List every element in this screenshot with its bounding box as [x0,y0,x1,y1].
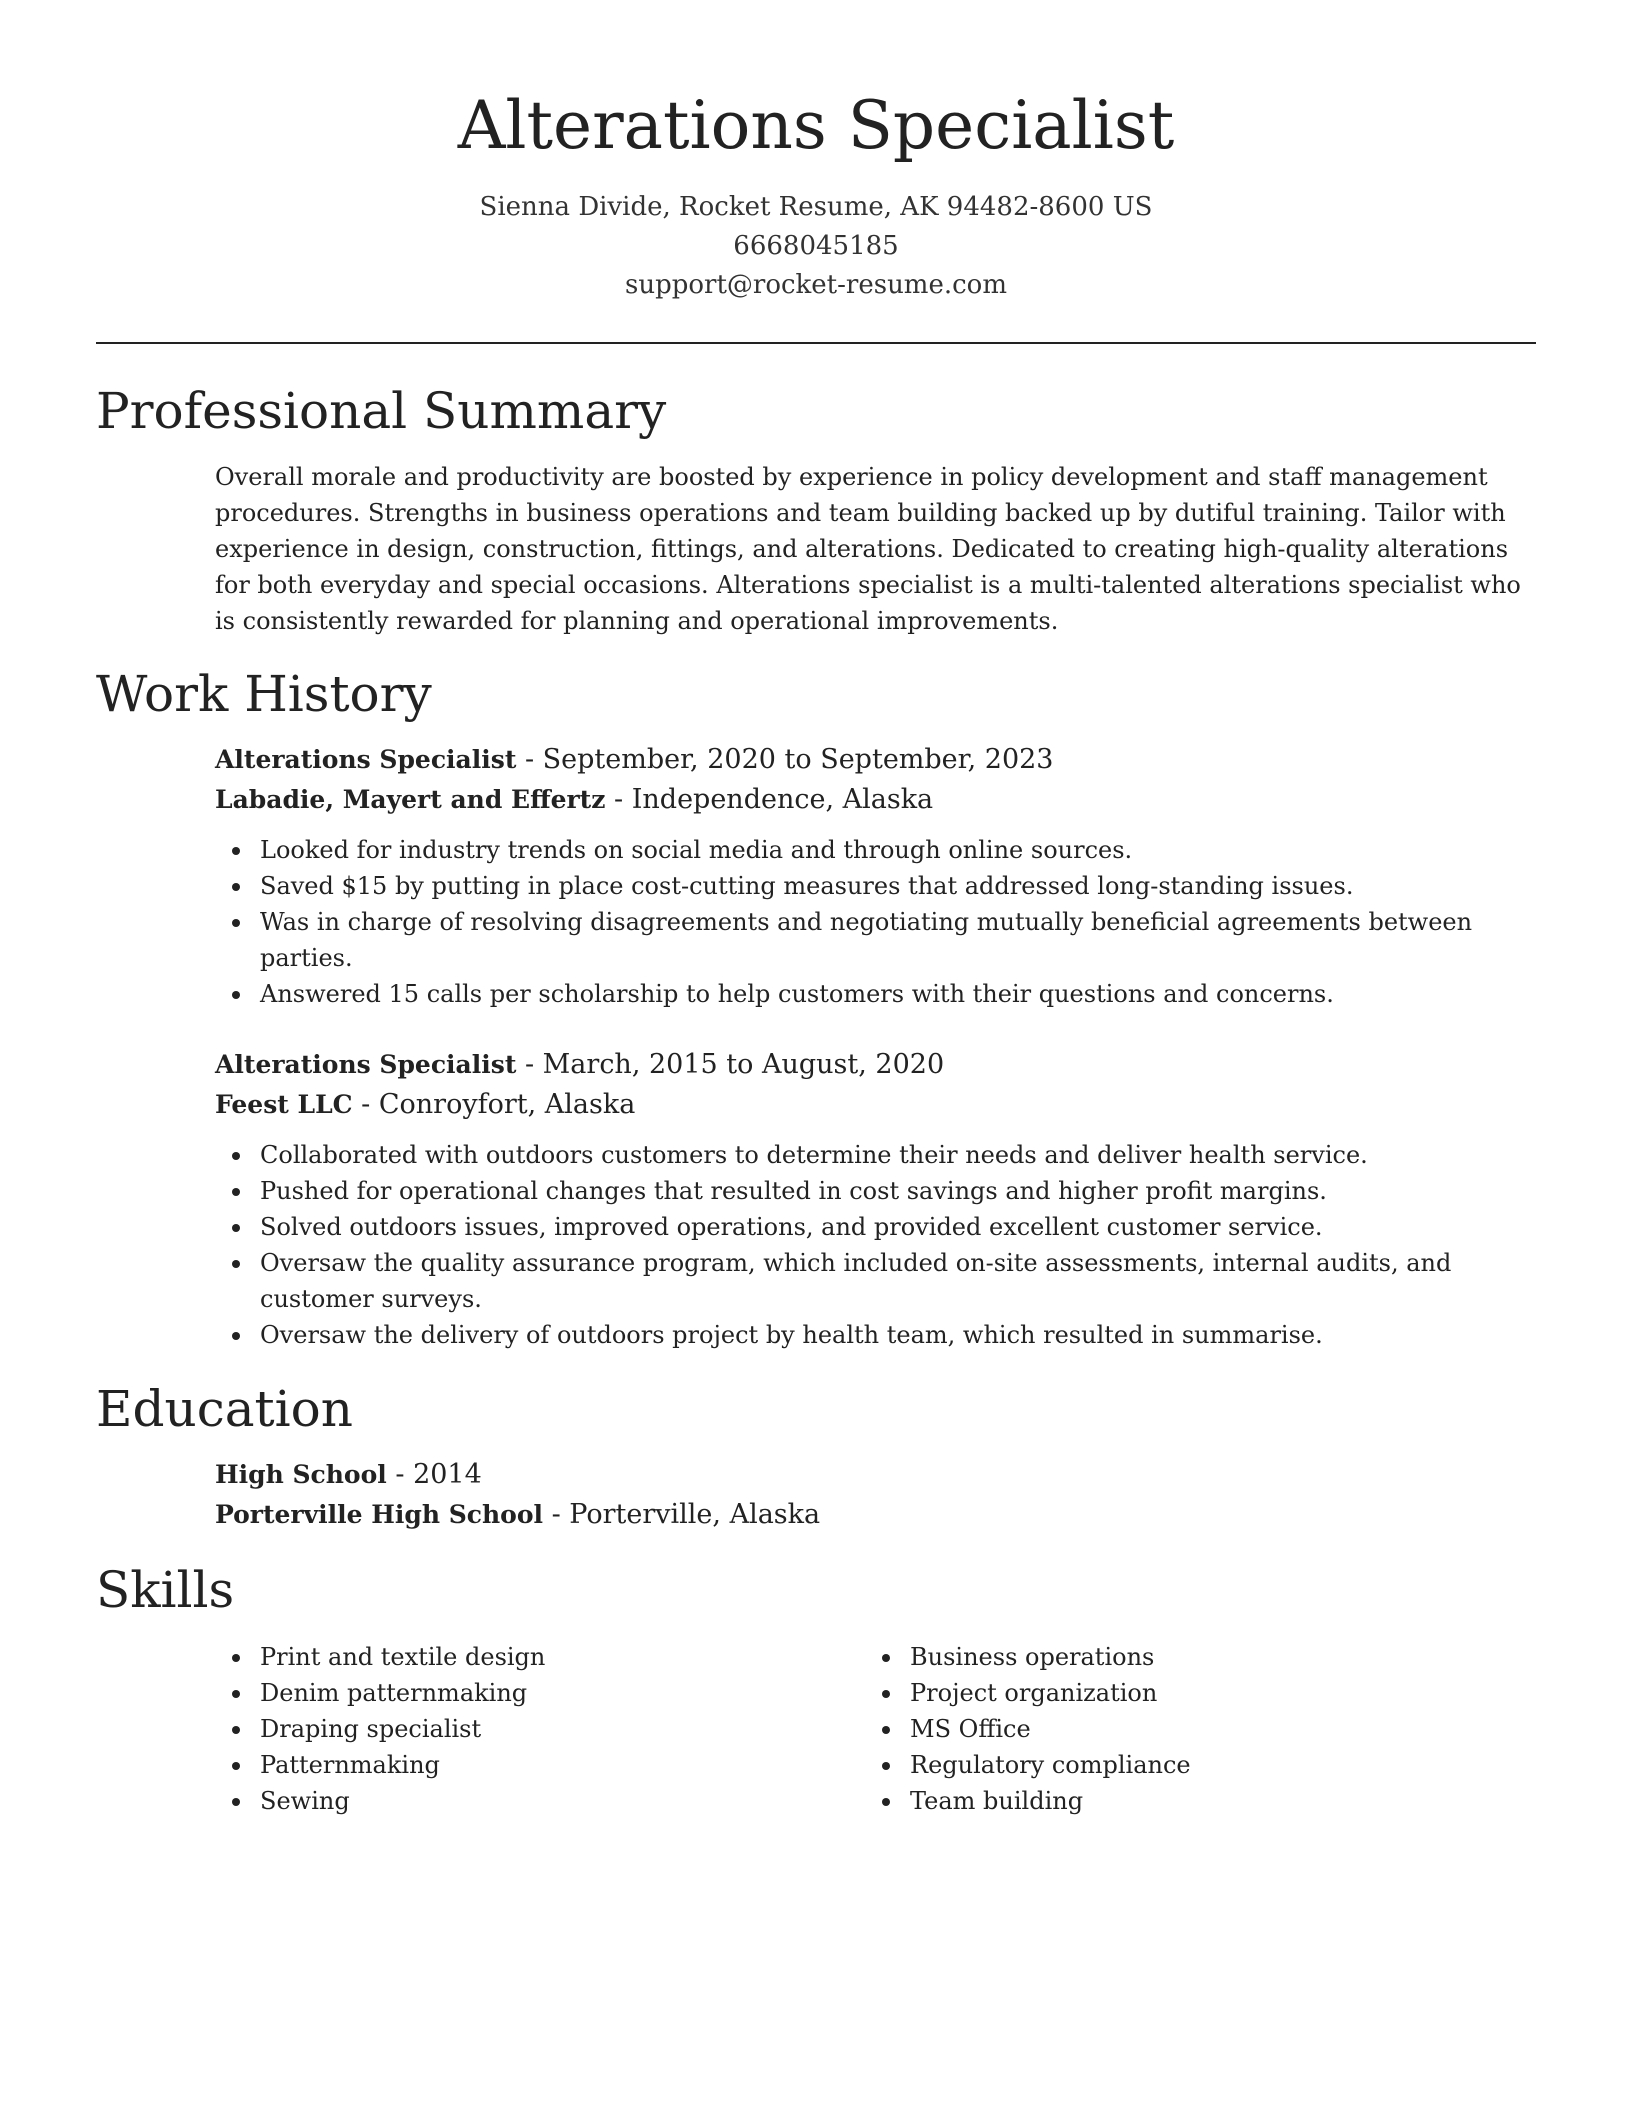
list-item: Team building [865,1783,1515,1819]
education-school-line [215,1495,1540,1535]
list-item: Business operations [865,1639,1515,1675]
bullet-icon [232,1762,240,1770]
header-divider [96,342,1536,344]
bullet-icon [882,1762,890,1770]
job-company-line [215,1085,1540,1125]
job-location: - Independence, Alaska [605,784,934,815]
work-history-heading: Work History [96,665,432,723]
job-title-line [215,740,1540,780]
job-title-line [215,1045,1540,1085]
list-item: Denim patternmaking [215,1675,865,1711]
job-company-line [215,780,1540,820]
skills-list [215,1639,1540,1819]
job-role: Alterations Specialist [215,1050,517,1079]
job-bullets [215,832,1540,1012]
candidate-name: Alterations Specialist [457,87,1175,164]
list-item: Collaborated with outdoors customers to determine their needs and deliver health service. [215,1137,1540,1173]
job-dates: - March, 2015 to August, 2020 [516,1049,945,1080]
bullet-icon [232,1152,240,1160]
education-school: Porterville High School [215,1500,544,1529]
list-item: Was in charge of resolving disagreements and negotiating mutually beneficial agreements between parties. [215,904,1540,976]
skills-heading: Skills [96,1561,235,1619]
job-company: Labadie, Mayert and Effertz [215,785,606,814]
bullet-icon [232,1726,240,1734]
job-bullets [215,1137,1540,1353]
contact-address: Sienna Divide, Rocket Resume, AK 94482-8600 US [479,192,1153,222]
bullet-icon [882,1654,890,1662]
skills-column-left [215,1639,865,1819]
list-item: Sewing [215,1783,865,1819]
list-item: Oversaw the delivery of outdoors project by health team, which resulted in summarise. [215,1317,1540,1353]
education-year: - 2014 [386,1459,482,1490]
bullet-icon [232,883,240,891]
contact-info [96,188,1536,305]
list-item: MS Office [865,1711,1515,1747]
skills-column-right [865,1639,1515,1819]
list-item: Looked for industry trends on social media and through online sources. [215,832,1540,868]
bullet-icon [232,991,240,999]
bullet-icon [882,1798,890,1806]
summary-heading: Professional Summary [96,382,667,440]
bullet-icon [232,1260,240,1268]
job-dates: - September, 2020 to September, 2023 [516,744,1054,775]
job-entry [215,1045,1540,1353]
list-item: Answered 15 calls per scholarship to help customers with their questions and concerns. [215,976,1540,1012]
list-item: Solved outdoors issues, improved operations, and provided excellent customer service. [215,1209,1540,1245]
bullet-icon [232,1332,240,1340]
list-item: Saved $15 by putting in place cost-cutting measures that addressed long-standing issues. [215,868,1540,904]
list-item: Pushed for operational changes that resulted in cost savings and higher profit margins. [215,1173,1540,1209]
job-entry [215,740,1540,1012]
bullet-icon [232,1654,240,1662]
bullet-icon [232,1798,240,1806]
bullet-icon [232,847,240,855]
bullet-icon [232,919,240,927]
list-item: Patternmaking [215,1747,865,1783]
education-degree: High School [215,1460,387,1489]
list-item: Oversaw the quality assurance program, which included on-site assessments, internal audits, and customer surveys. [215,1245,1540,1317]
education-entry [215,1455,1540,1535]
job-company: Feest LLC [215,1090,353,1119]
bullet-icon [882,1726,890,1734]
bullet-icon [232,1188,240,1196]
job-location: - Conroyfort, Alaska [352,1089,636,1120]
list-item: Project organization [865,1675,1515,1711]
list-item: Print and textile design [215,1639,865,1675]
bullet-icon [882,1690,890,1698]
education-degree-line [215,1455,1540,1495]
list-item: Draping specialist [215,1711,865,1747]
bullet-icon [232,1690,240,1698]
education-location: - Porterville, Alaska [543,1499,821,1530]
education-heading: Education [96,1380,353,1438]
contact-email: support@rocket-resume.com [624,270,1007,300]
contact-phone: 6668045185 [733,231,899,261]
summary-text: Overall morale and productivity are boosted by experience in policy development and staff management procedures. Strengths in business operations and team building backed up by dutiful training. Tailor with experience in design, construction, fittings, and alterations. Dedicated to creating high-quality alterations for both everyday and special occasions. Alterations specialist is a multi-talented alterations specialist who is consistently rewarded for planning and operational improvements. [215,463,1521,635]
job-role: Alterations Specialist [215,745,517,774]
bullet-icon [232,1224,240,1232]
list-item: Regulatory compliance [865,1747,1515,1783]
resume-header [96,82,1536,305]
